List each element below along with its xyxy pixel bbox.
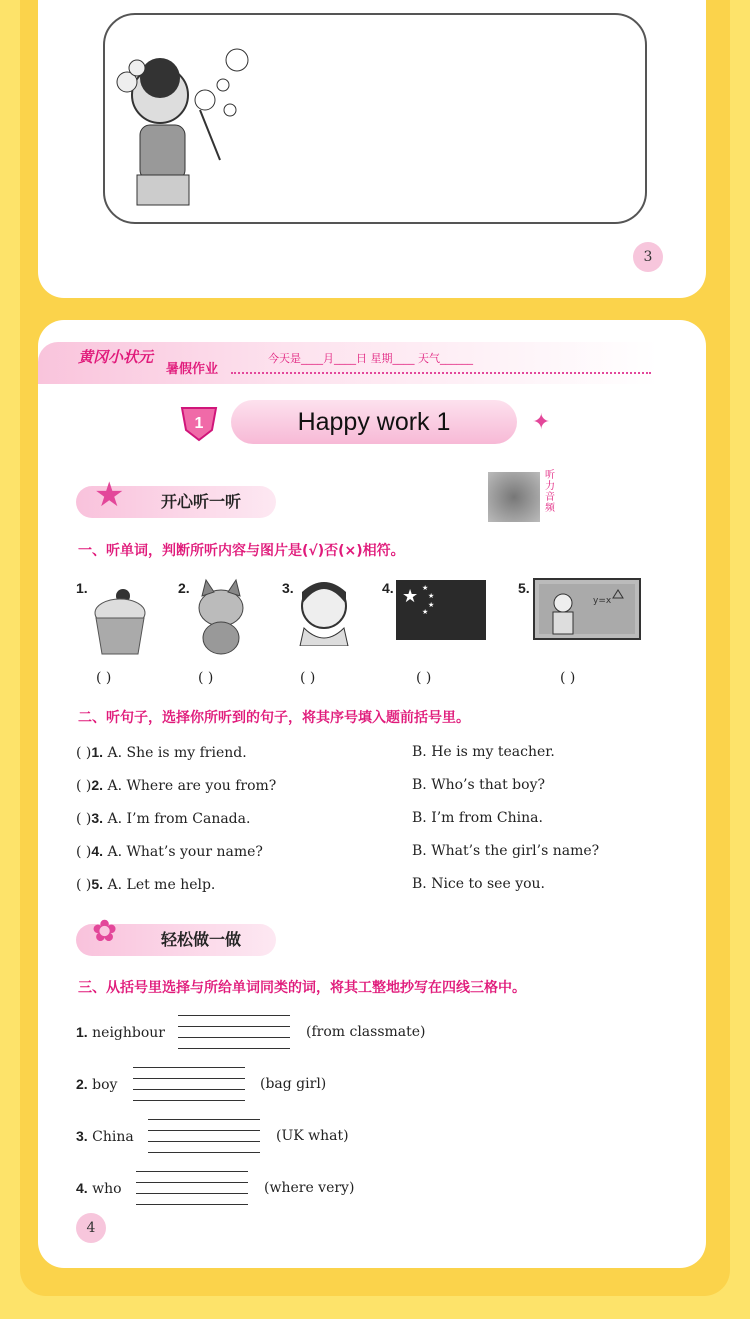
word-options: (where very) xyxy=(264,1180,355,1196)
girl-blowing-bubbles-illustration xyxy=(105,40,255,220)
crab-icon: ✿ xyxy=(92,914,118,949)
sentence-row xyxy=(76,843,263,860)
badge-number: 1 xyxy=(194,415,204,432)
sentence-row xyxy=(76,876,215,893)
picture-number: 3. xyxy=(282,580,294,596)
answer-paren[interactable]: ( ) xyxy=(76,844,92,860)
writing-lines[interactable] xyxy=(148,1119,260,1163)
section-listen-label: 开心听一听 xyxy=(161,492,242,511)
word-item xyxy=(76,1180,122,1197)
picture-number: 1. xyxy=(76,580,88,596)
svg-text:★: ★ xyxy=(402,586,419,607)
writing-lines[interactable] xyxy=(178,1015,290,1059)
page-3 xyxy=(38,0,706,298)
teacher-icon xyxy=(533,578,641,640)
word-number: 1. xyxy=(76,1024,88,1040)
word-number: 2. xyxy=(76,1076,88,1092)
question-1-title: 一、听单词，判断所听内容与图片是(√)否(×)相符。 xyxy=(78,543,405,559)
svg-text:★: ★ xyxy=(428,601,435,609)
picture-number: 5. xyxy=(518,580,530,596)
word-options: (bag girl) xyxy=(260,1076,327,1092)
word-text: China xyxy=(92,1129,134,1145)
page-number: 4 xyxy=(76,1213,106,1243)
section-do-label: 轻松做一做 xyxy=(161,930,242,949)
girl-face-icon xyxy=(296,578,352,646)
word-options: (from classmate) xyxy=(306,1024,426,1040)
answer-paren[interactable]: ( ) xyxy=(76,778,92,794)
answer-paren[interactable]: ( ) xyxy=(560,670,576,686)
answer-paren[interactable]: ( ) xyxy=(76,877,92,893)
question-3-title: 三、从括号里选择与所给单词同类的词，将其工整地抄写在四线三格中。 xyxy=(78,980,526,996)
sentence-number: 2. xyxy=(91,777,104,793)
writing-lines[interactable] xyxy=(133,1067,245,1111)
dotted-divider xyxy=(231,372,651,374)
word-number: 3. xyxy=(76,1128,88,1144)
word-text: neighbour xyxy=(92,1025,165,1041)
option-a: A. Where are you from? xyxy=(107,778,277,794)
audio-label: 听力音频 xyxy=(545,470,555,514)
option-a: A. I’m from Canada. xyxy=(107,811,251,827)
page-title: Happy work 1 xyxy=(231,400,517,444)
sentence-row xyxy=(76,744,247,761)
answer-paren[interactable]: ( ) xyxy=(416,670,432,686)
option-b: B. I’m from China. xyxy=(412,810,543,826)
sentence-row xyxy=(76,777,276,794)
sparkle-icon: ✦ xyxy=(532,410,551,435)
answer-paren[interactable]: ( ) xyxy=(96,670,112,686)
word-item xyxy=(76,1128,134,1145)
picture-number: 4. xyxy=(382,580,394,596)
sentence-number: 4. xyxy=(91,843,104,859)
option-a: A. What’s your name? xyxy=(107,844,263,860)
page-number: 3 xyxy=(633,242,663,272)
option-b: B. Who’s that boy? xyxy=(412,777,545,793)
sentence-row xyxy=(76,810,250,827)
svg-text:★: ★ xyxy=(428,592,435,600)
svg-text:★: ★ xyxy=(422,584,429,592)
qr-code[interactable] xyxy=(488,472,540,522)
date-line: 今天是____月____日 星期____ 天气______ xyxy=(268,352,473,365)
word-options: (UK what) xyxy=(276,1128,349,1144)
option-a: A. She is my friend. xyxy=(107,745,247,761)
word-number: 4. xyxy=(76,1180,88,1196)
answer-paren[interactable]: ( ) xyxy=(198,670,214,686)
number-badge-icon xyxy=(178,400,220,442)
word-text: boy xyxy=(92,1077,118,1093)
answer-paren[interactable]: ( ) xyxy=(76,811,92,827)
cupcake-icon xyxy=(93,578,147,656)
option-a: A. Let me help. xyxy=(107,877,216,893)
sentence-number: 5. xyxy=(91,876,104,892)
word-text: who xyxy=(92,1181,122,1197)
svg-text:y=x: y=x xyxy=(593,596,612,606)
brand-logo: 黄冈小状元 xyxy=(78,348,154,366)
cat-icon xyxy=(188,578,254,656)
homework-label: 暑假作业 xyxy=(166,362,219,377)
option-b: B. Nice to see you. xyxy=(412,876,546,892)
answer-paren[interactable]: ( ) xyxy=(76,745,92,761)
sentence-number: 3. xyxy=(91,810,104,826)
word-item xyxy=(76,1076,117,1093)
star-icon: ★ xyxy=(94,475,125,515)
writing-lines[interactable] xyxy=(136,1171,248,1215)
drawing-box xyxy=(103,13,647,224)
svg-text:★: ★ xyxy=(422,608,429,616)
china-flag-icon xyxy=(396,580,486,640)
page-4 xyxy=(38,320,706,1268)
sentence-number: 1. xyxy=(91,744,104,760)
picture-number: 2. xyxy=(178,580,190,596)
word-item xyxy=(76,1024,165,1041)
answer-paren[interactable]: ( ) xyxy=(300,670,316,686)
option-b: B. What’s the girl’s name? xyxy=(412,843,600,859)
option-b: B. He is my teacher. xyxy=(412,744,555,760)
question-2-title: 二、听句子，选择你所听到的句子，将其序号填入题前括号里。 xyxy=(78,710,470,726)
